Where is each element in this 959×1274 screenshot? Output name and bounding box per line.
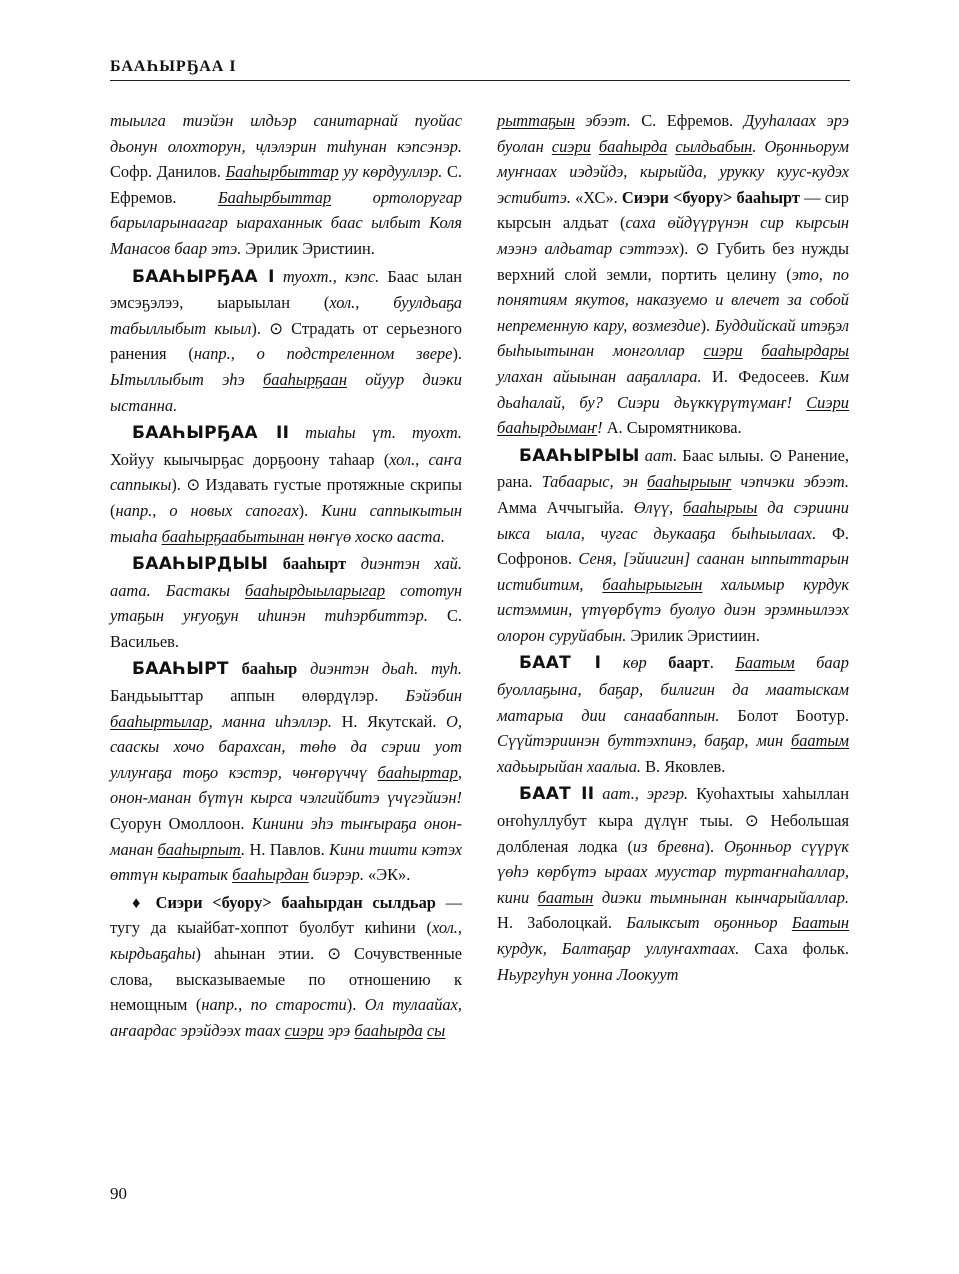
left-continuation-paragraph: тыылга тиэйэн илдьэр санитарнай пуойас дьонун олохторун, ч̣лэлэрин тиһунан кэпсэнэр. Софр. Данилов. Бааһырбыттар уу көрдууллэр. С. Ефремов. Бааһырбыттар ортолоругар барыларынаагар ыараханнык баас ылбыт Коля Манасов баар этэ. Эрилик Эристиин. xyxy=(110,111,463,258)
left-dictionary-entry: БААҺЫРҔАА II тыаһы үт. туохт. Хойуу кыычырҕас дорҕоону таһаар (хол., саҥа саппыкы). ⊙ Издавать густые протяжные скрипы (напр., о новых сапогах). Кини саппыкытын тыаһа бааһырҕаабытынан нөҥүө хоско ааста. xyxy=(110,423,462,546)
left-dictionary-entry: БААҺЫРТ бааһыр диэнтэн дьаһ. туһ. Бандьыыттар аппын өлөрдүлэр. Бэйэбин бааһыртылар, манна иһэллэр. Н. Якутскай. О, сааскы хочо барахсан, төһө да сэрии уот уллуҥаҕа тоҕо кэстэр, чөҥөрүччү бааһыртар, онон-манан бүтүн кырса чэлгийбитэ үчүгэйиэн! Суорун Омоллоон. Кинини эһэ тыҥыраҕа онон-манан бааһырпыт. Н. Павлов. Кини тиити кэтэх өттүн кыратык бааһырдан биэрэр. «ЭК». xyxy=(110,659,462,885)
left-column xyxy=(110,108,462,1043)
right-dictionary-entry: БААТ I көр баарт. Баатым баар буоллаҕына, баҕар, билигин да маатыскам матарыа дии санаабаппын. Болот Боотур. Сүүйтэриинэн буттэхпинэ, баҕар, мин баатым хадьырыйан хаалыа. В. Яковлев. xyxy=(497,653,849,776)
right-column xyxy=(497,108,849,987)
right-continuation-paragraph: рыттаҕын эбээт. С. Ефремов. Дууһалаах эрэ буолан сиэри бааһырда сылдьабын. Оҕонньорум муҥнаах иэдэйдэ, кырыйда, урукку куус-кудэх эстибитэ. «ХС». Сиэри <буору> бааһырт — сир кырсын алдьат (саха өйдүүрүнэн сир кырсын мээнэ алдьатар сэттээх). ⊙ Губить без нужды верхний слой земли, портить целину (это, по понятиям якутов, наказуемо и влечет за собой непременную кару, возмездие). Буддийскай итэҕэл быһыытынан монголлар сиэри бааһырдары улахан айыынан ааҕаллара. И. Федосеев. Ким дьаһалай, бу? Сиэри дьүккүрүтүмаҥ! Сиэри бааһырдымаҥ! А. Сыромятникова. xyxy=(497,111,850,438)
right-dictionary-entry: БААТ II аат., эргэр. Куоһахтыы хаһыллан оҥоһуллубут кыра дүлүҥ тыы. ⊙ Небольшая долбленая лодка (из бревна). Оҕонньор сүүрүк үөһэ көрбүтэ ыраах муустар туртаҥнаһаллар, кини баатын диэки тымнынан кынчарыйаллар. Н. Заболоцкай. Балыксыт оҕонньор Баатын курдук, Балтаҕар уллуҥахтаах. Саха фольк. Ньургуһун уонна Лоокуут xyxy=(497,784,850,984)
right-dictionary-entry: БААҺЫРЫЫ аат. Баас ылыы. ⊙ Ранение, рана. Табаарыс, эн бааһырыыҥ чэпчэки эбээт. Амма Аччыгыйа. Өлүү, бааһырыы да сэриини ыкса ыала, чугас дьукааҕа быһыылаах. Ф. Софронов. Сеня, [эйиигин] саанан ыппыттарын истибитим, бааһырыыгын халымыр курдук истэммин, үтүөрбүтэ буолуо диэн эрэмньилээх олорон суруйабын. Эрилик Эристиин. xyxy=(497,445,849,645)
left-dictionary-entry: БААҺЫРДЫЫ бааһырт диэнтэн хай. аата. Бастакы бааһырдыыларыгар сототун утаҕын уҥуоҕун иһинэн тиһэрбиттэр. С. Васильев. xyxy=(110,554,463,651)
left-dictionary-entry: БААҺЫРҔАА I туохт., кэпс. Баас ылан эмсэҕэлээ, ыарыылан (хол., буулдьаҕа табыллыбыт кыыл). ⊙ Страдать от серьезного ранения (напр., о подстреленном звере). Ытыллыбыт эһэ бааһырҕаан ойуур диэки ыстанна. xyxy=(110,266,463,415)
running-head: БААҺЫРҔАА I xyxy=(110,58,850,81)
page-number: 90 xyxy=(110,1184,127,1203)
left-dictionary-entry: ♦ Сиэри <буору> бааһырдан сылдьар — тугу да кыайбат-хоппот буолбут киһини (хол., кырдьаҕаһы) аһынан этии. ⊙ Сочувственные слова, высказываемые по отношению к немощным (напр., по старости). Ол тулаайах, аҥаардас эрэйдээх таах сиэри эрэ бааһырда сы xyxy=(110,892,462,1040)
